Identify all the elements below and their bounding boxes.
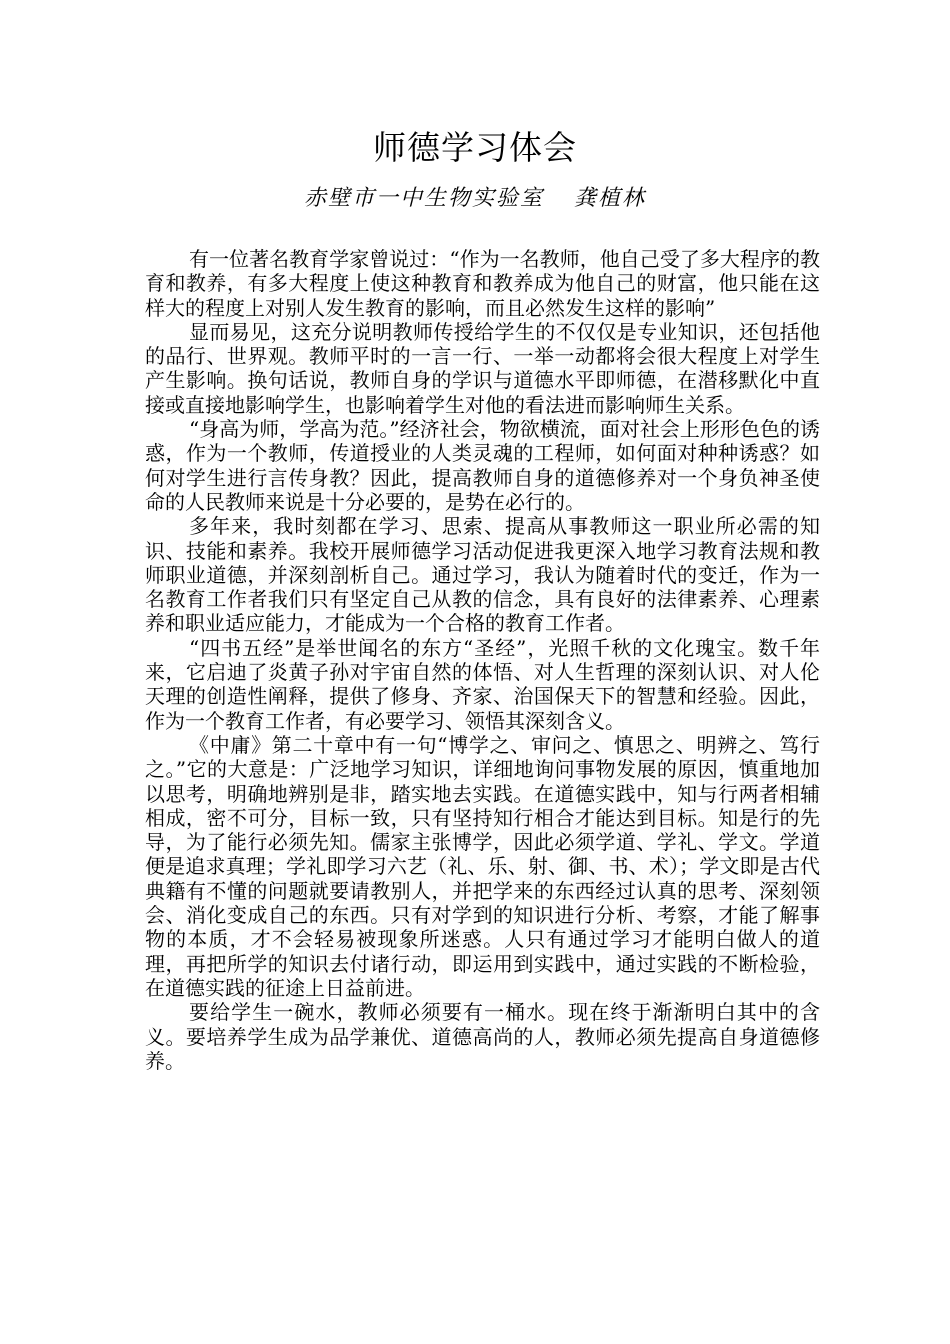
paragraph-2: 显而易见，这充分说明教师传授给学生的不仅仅是专业知识，还包括他的品行、世界观。教师平时的一言一行、一举一动都将会很大程度上对学生产生影响。换句话说，教师自身的学识与道德水平即师德，在潜移默化中直接或直接地影响学生，也影响着学生对他的看法进而影响师生关系。	[145, 319, 820, 417]
document-title: 师德学习体会	[373, 128, 577, 167]
paragraph-1: 有一位著名教育学家曾说过：“作为一名教师，他自己受了多大程序的教育和教养，有多大程度上使这种教育和教养成为他自己的财富，他只能在这样大的程度上对别人发生教育的影响，而且必然发生这样的影响”	[145, 247, 820, 320]
document-body	[145, 247, 820, 1073]
paragraph-3: “身高为师，学高为范。”经济社会，物欲横流，面对社会上形形色色的诱惑，作为一个教师，传道授业的人类灵魂的工程师，如何面对种种诱惑？如何对学生进行言传身教？因此，提高教师自身的道德修养对一个身负神圣使命的人民教师来说是十分必要的，是势在必行的。	[145, 417, 820, 514]
paragraph-5: “四书五经”是举世闻名的东方“圣经”，光照千秋的文化瑰宝。数千年来，它启迪了炎黄子孙对宇宙自然的体悟、对人生哲理的深刻认识、对人伦天理的创造性阐释，提供了修身、齐家、治国保天下的智慧和经验。因此，作为一个教育工作者，有必要学习、领悟其深刻含义。	[145, 635, 820, 733]
paragraph-4: 多年来，我时刻都在学习、思索、提高从事教师这一职业所必需的知识、技能和素养。我校开展师德学习活动促进我更深入地学习教育法规和教师职业道德，并深刻剖析自己。通过学习，我认为随着时代的变迁，作为一名教育工作者我们只有坚定自己从教的信念，具有良好的法律素养、心理素养和职业适应能力，才能成为一个合格的教育工作者。	[145, 514, 820, 636]
author-line	[0, 184, 950, 214]
author-unit: 赤壁市一中生物实验室	[303, 186, 544, 211]
paragraph-7: 要给学生一碗水，教师必须要有一桶水。现在终于渐渐明白其中的含义。要培养学生成为品学兼优、道德高尚的人，教师必须先提高自身道德修养。	[145, 1000, 820, 1073]
paragraph-6: 《中庸》第二十章中有一句“博学之、审问之、慎思之、明辨之、笃行之。”它的大意是：广泛地学习知识，详细地询问事物发展的原因，慎重地加以思考，明确地辨别是非，踏实地去实践。在道德实践中，知与行两者相辅相成，密不可分，目标一致，只有坚持知行相合才能达到目标。知是行的先导，为了能行必须先知。儒家主张博学，因此必须学道、学礼、学文。学道便是追求真理；学礼即学习六艺（礼、乐、射、御、书、术）；学文即是古代典籍有不懂的问题就要请教别人，并把学来的东西经过认真的思考、深刻领会、消化变成自己的东西。只有对学到的知识进行分析、考察，才能了解事物的本质，才不会轻易被现象所迷惑。人只有通过学习才能明白做人的道理，再把所学的知识去付诸行动，即运用到实践中，通过实践的不断检验，在道德实践的征途上日益前进。	[145, 732, 820, 1000]
author-name: 龚植林	[574, 186, 647, 211]
